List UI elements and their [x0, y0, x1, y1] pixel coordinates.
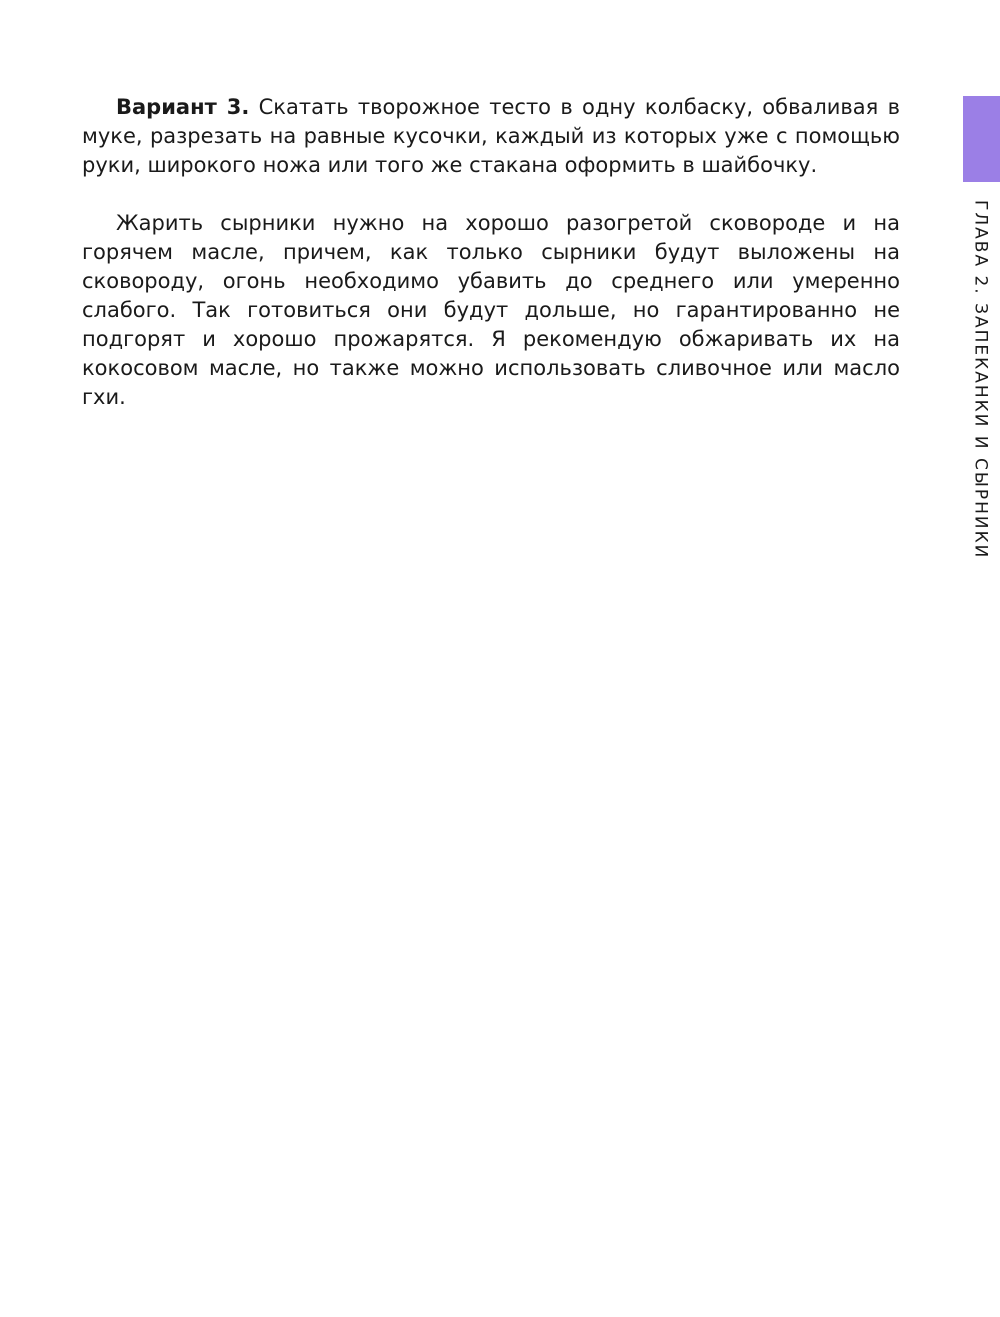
paragraph-lead: Вариант 3.: [116, 95, 250, 119]
body-text: [82, 93, 900, 412]
chapter-tab-marker: [963, 96, 1000, 182]
chapter-running-title: ГЛАВА 2. ЗАПЕКАНКИ И СЫРНИКИ: [970, 200, 991, 560]
paragraph-frying: [82, 209, 900, 412]
paragraph-text: Скатать творожное тесто в одну колбаску, обваливая в муке, разрезать на равные кусочки, каждый из которых уже с помощью руки, широкого ножа или того же стакана оформить в шайбочку.: [82, 95, 900, 177]
paragraph-text: Жарить сырники нужно на хорошо разогретой сковороде и на горячем масле, причем, как только сырники будут выложены на сковороду, огонь необходимо убавить до среднего или умеренно слабого. Так готовиться они будут дольше, но гарантированно не подгорят и хорошо прожарятся. Я рекомендую обжаривать их на кокосовом масле, но также можно использовать сливочное или масло гхи.: [82, 211, 900, 409]
paragraph-variant-3: [82, 93, 900, 180]
